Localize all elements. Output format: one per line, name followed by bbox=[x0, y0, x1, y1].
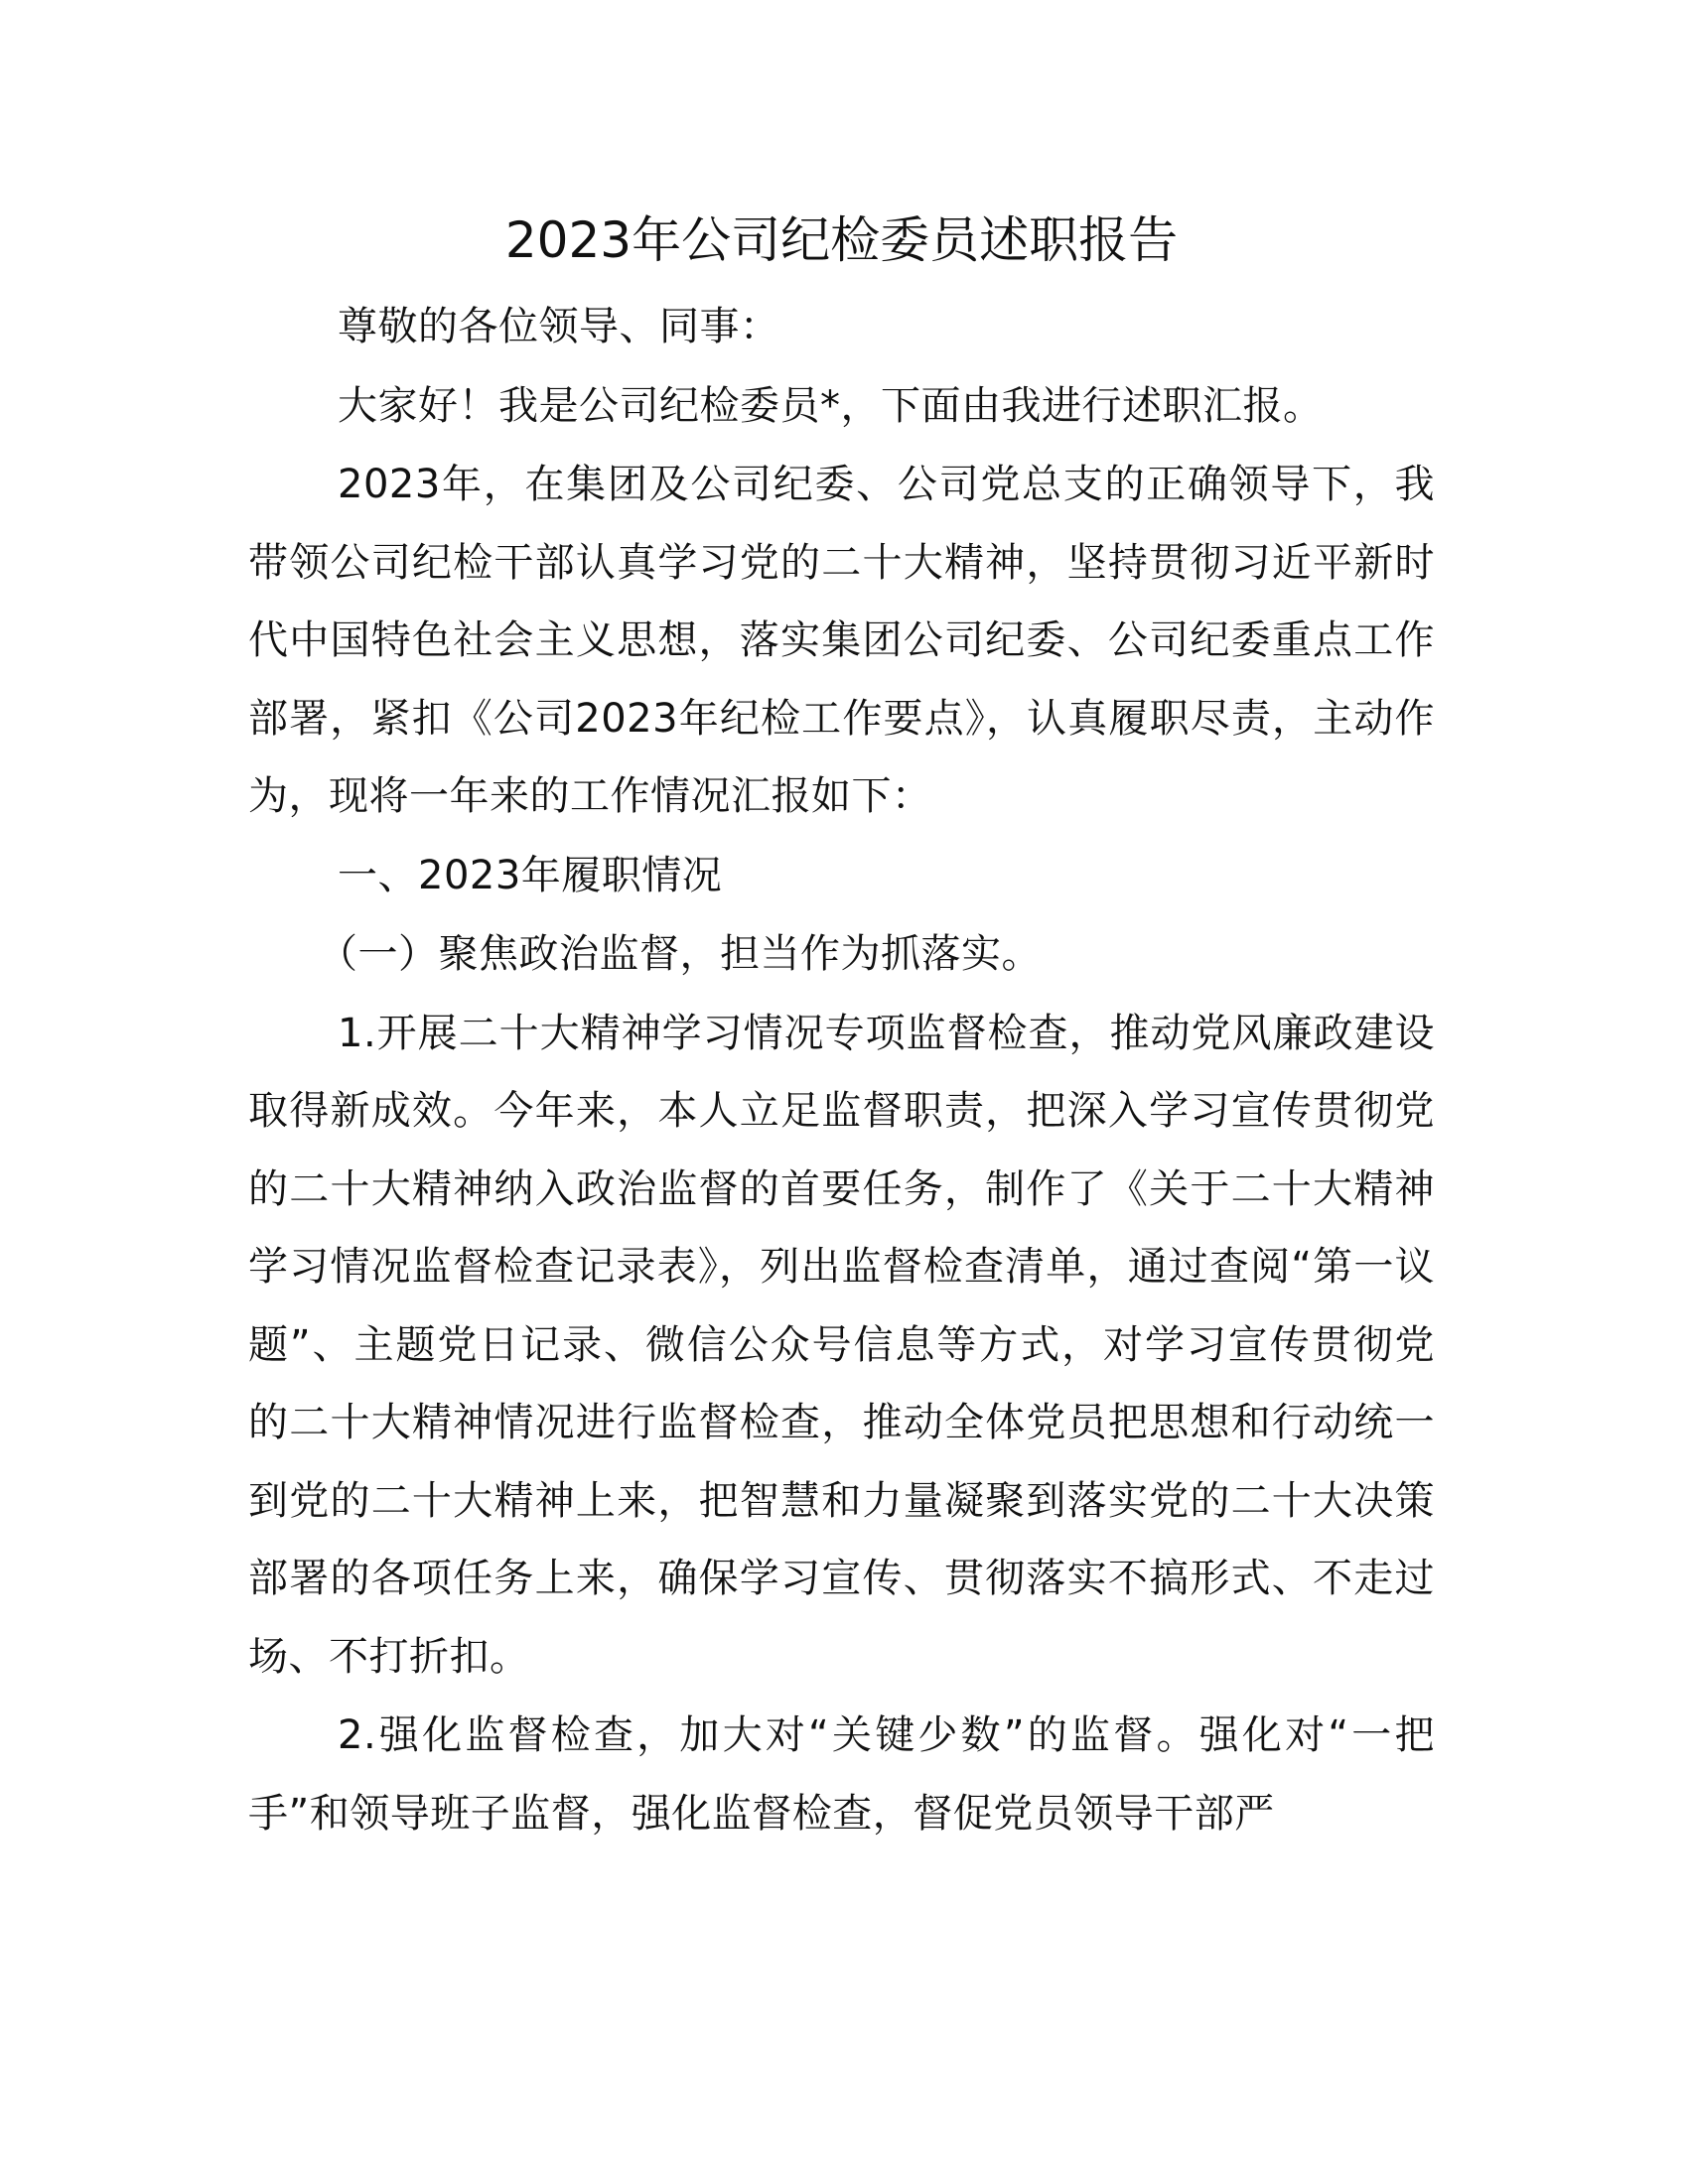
greeting-paragraph: 大家好！我是公司纪检委员*，下面由我进行述职汇报。 bbox=[338, 382, 1324, 429]
subsection-heading: （一）聚焦政治监督，担当作为抓落实。 bbox=[318, 931, 1042, 977]
item-paragraph-2: 2.强化监督检查，加大对“关键少数”的监督。强化对“一把手”和领导班子监督，强化监督检查，督促党员领导干部严 bbox=[248, 1712, 1435, 1837]
document-page bbox=[248, 199, 1435, 1853]
intro-paragraph: 2023年，在集团及公司纪委、公司党总支的正确领导下，我带领公司纪检干部认真学习党的二十大精神，坚持贯彻习近平新时代中国特色社会主义思想，落实集团公司纪委、公司纪委重点工作部署，紧扣《公司2023年纪检工作要点》，认真履职尽责，主动作为，现将一年来的工作情况汇报如下： bbox=[248, 462, 1435, 819]
document-title: 2023年公司纪检委员述职报告 bbox=[504, 211, 1179, 269]
salutation: 尊敬的各位领导、同事： bbox=[338, 304, 780, 349]
section-heading: 一、2023年履职情况 bbox=[338, 852, 723, 898]
item-paragraph-1: 1.开展二十大精神学习情况专项监督检查，推动党风廉政建设取得新成效。今年来，本人立足监督职责，把深入学习宣传贯彻党的二十大精神纳入政治监督的首要任务，制作了《关于二十大精神学习情况监督检查记录表》，列出监督检查清单，通过查阅“第一议题”、主题党日记录、微信公众号信息等方式，对学习宣传贯彻党的二十大精神情况进行监督检查，推动全体党员把思想和行动统一到党的二十大精神上来，把智慧和力量凝聚到落实党的二十大决策部署的各项任务上来，确保学习宣传、贯彻落实不搞形式、不走过场、不打折扣。 bbox=[248, 1010, 1435, 1680]
